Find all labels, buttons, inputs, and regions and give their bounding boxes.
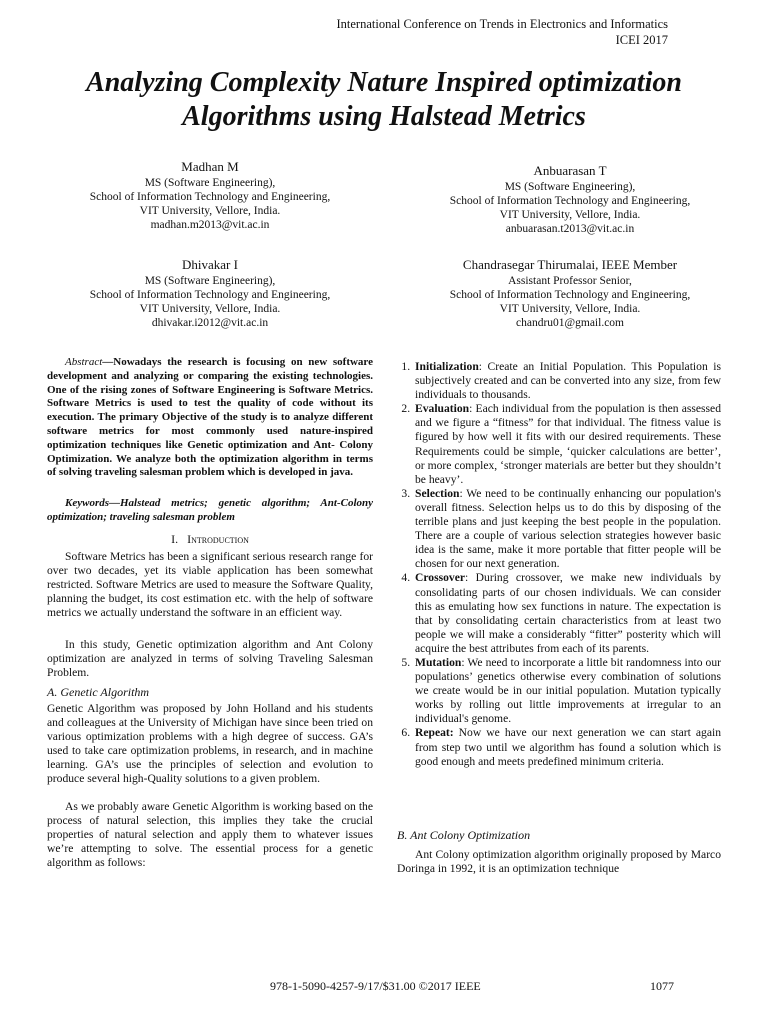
step-term: Evaluation	[415, 402, 470, 416]
author-email: dhivakar.i2012@vit.ac.in	[151, 317, 269, 329]
author-degree: MS (Software Engineering),	[144, 275, 276, 287]
paragraph-text: Genetic Algorithm was proposed by John Holland and his students and colleagues at the University of Michigan have since been tried on various optimization problems with a high degree of success. GA’s used to take care optimization problems, in research, and in machine learning. GA’s use the principles of selection and evolution to produce several high-Quality solutions to a given problem.	[47, 702, 373, 786]
author-title: Assistant Professor Senior,	[508, 275, 632, 287]
step-text: : During crossover, we make new individuals by consolidating parts of our chosen individuals. We can consider this as emulating how sex functions in nature. The expectation is that by consolidating certain characteristics from at least two people we will make a considerably “fitter” posterity which will acquire the best attributes from each of its parents.	[415, 571, 721, 655]
step-term: Crossover	[415, 571, 466, 585]
title-line-1: Analyzing Complexity Nature Inspired optimization	[86, 67, 682, 98]
step-text: : We need to be continually enhancing our population's overall fitness. Selection helps us to do this by disposing of the terrible plans and just keeping the best people in the population. There are a couple of various selection strategies however basic idea is the same, make it more portable that fitter people will be chosen for our next generation.	[415, 486, 721, 571]
author-name: Dhivakar I	[182, 257, 238, 272]
author-email: chandru01@gmail.com	[516, 317, 624, 329]
step-term: Mutation	[415, 655, 462, 669]
author-school: School of Information Technology and Engineering,	[89, 191, 331, 203]
abstract	[47, 356, 373, 480]
author-name: Anbuarasan T	[533, 163, 607, 178]
paragraph-text: Ant Colony optimization algorithm originally proposed by Marco Doringa in 1992, it is an optimization technique	[397, 848, 721, 876]
list-item	[413, 487, 721, 572]
keywords-text: —Halstead metrics; genetic algorithm; Ant-Colony optimization; traveling salesman problem	[47, 497, 373, 523]
author-email: anbuarasan.t2013@vit.ac.in	[505, 223, 635, 235]
list-item	[413, 402, 721, 487]
author-block-4	[400, 256, 740, 330]
step-text: : Create an Initial Population. This Population is subjectively created and can be converted into any size, from few individuals to thousands.	[415, 360, 721, 402]
step-text: Now we have our next generation we can start again from step two until we algorithm has found a solution which is good enough and meets predefined minimum criteria.	[415, 726, 721, 768]
author-block-3	[40, 256, 380, 330]
author-name: Madhan M	[181, 159, 239, 174]
abstract-text: —Nowadays the research is focusing on new software development and analyzing or comparing the existing technologies. One of the rising zones of Software Engineering is Software Metrics. Software Metrics is used to test the quality of code without its execution. The primary Objective of the study is to analyze different software metrics for most commonly used nature-inspired optimization techniques like Genetic optimization and Ant- Colony Optimization. We analyze both the optimization algorithm in terms of solving traveling salesman problem which is developed in java.	[47, 356, 373, 479]
step-term: Initialization	[415, 360, 479, 373]
keywords-label: Keywords	[65, 497, 109, 509]
author-block-1	[40, 158, 380, 232]
paragraph-text: Software Metrics has been a significant serious research range for over two decades, yet its viable application has been somewhat restricted. Software Metrics are used to measure the Software Quality, planning the budget, its cost estimation etc. with the help of software metrics we actually understand the software in an efficient way.	[47, 550, 373, 620]
aco-paragraph	[397, 848, 721, 876]
keywords	[47, 497, 373, 525]
subsection-genetic-algorithm: A. Genetic Algorithm	[47, 685, 150, 699]
paper-title	[20, 66, 748, 134]
list-item	[413, 360, 721, 402]
author-school: School of Information Technology and Engineering,	[449, 289, 691, 301]
author-university: VIT University, Vellore, India.	[139, 303, 281, 315]
step-text: : Each individual from the population is then assessed and we figure a “fitness” for that individual. The fitness value is figured by how well it fits with our desired requirements. These Requirements could be simple, ‘quicker calculations are better’, or more complex, ‘stronger materials are better but they shouldn’t be heavy’.	[415, 402, 721, 486]
title-line-2: Algorithms using Halstead Metrics	[182, 101, 586, 132]
list-item	[413, 571, 721, 656]
section-heading-introduction	[47, 532, 373, 547]
ga-steps-list	[395, 360, 721, 769]
step-term: Repeat:	[415, 726, 454, 740]
author-school: School of Information Technology and Engineering,	[449, 195, 691, 207]
step-term: Selection	[415, 486, 460, 500]
list-item	[413, 656, 721, 726]
section-number: I.	[171, 532, 179, 546]
ga-paragraph-1	[47, 702, 373, 787]
author-university: VIT University, Vellore, India.	[139, 205, 281, 217]
page-number: 1077	[650, 979, 674, 993]
author-school: School of Information Technology and Engineering,	[89, 289, 331, 301]
subsection-ant-colony: B. Ant Colony Optimization	[397, 828, 531, 842]
author-degree: MS (Software Engineering),	[144, 177, 276, 189]
conference-header	[336, 16, 668, 48]
step-text: : We need to incorporate a little bit randomness into our populations’ genetics otherwise every combination of solutions we create would be in our initial population. Mutation typically works by rolling out little improvements at irregular to an individual's genome.	[415, 655, 721, 726]
section-title: Introduction	[187, 532, 249, 546]
author-name: Chandrasegar Thirumalai, IEEE Member	[462, 257, 678, 272]
intro-paragraph-1	[47, 550, 373, 620]
copyright-line: 978-1-5090-4257-9/17/$31.00 ©2017 IEEE	[270, 979, 481, 993]
conference-acronym: ICEI 2017	[615, 33, 668, 47]
paragraph-text: As we probably aware Genetic Algorithm is working based on the process of natural selection, this implies they take the crucial properties of natural selection and apply them to whatever issues we’re attempting to solve. The essential process for a genetic algorithm as follows:	[47, 800, 373, 870]
list-item	[413, 726, 721, 768]
paragraph-text: In this study, Genetic optimization algorithm and Ant Colony optimization are analyzed in terms of solving Traveling Salesman Problem.	[47, 638, 373, 680]
author-degree: MS (Software Engineering),	[504, 181, 636, 193]
ga-paragraph-2	[47, 800, 373, 870]
intro-paragraph-2	[47, 638, 373, 680]
author-email: madhan.m2013@vit.ac.in	[150, 219, 270, 231]
author-university: VIT University, Vellore, India.	[499, 209, 641, 221]
conference-name: International Conference on Trends in Electronics and Informatics	[336, 17, 668, 31]
abstract-label: Abstract	[65, 356, 103, 368]
author-block-2	[400, 162, 740, 236]
author-university: VIT University, Vellore, India.	[499, 303, 641, 315]
